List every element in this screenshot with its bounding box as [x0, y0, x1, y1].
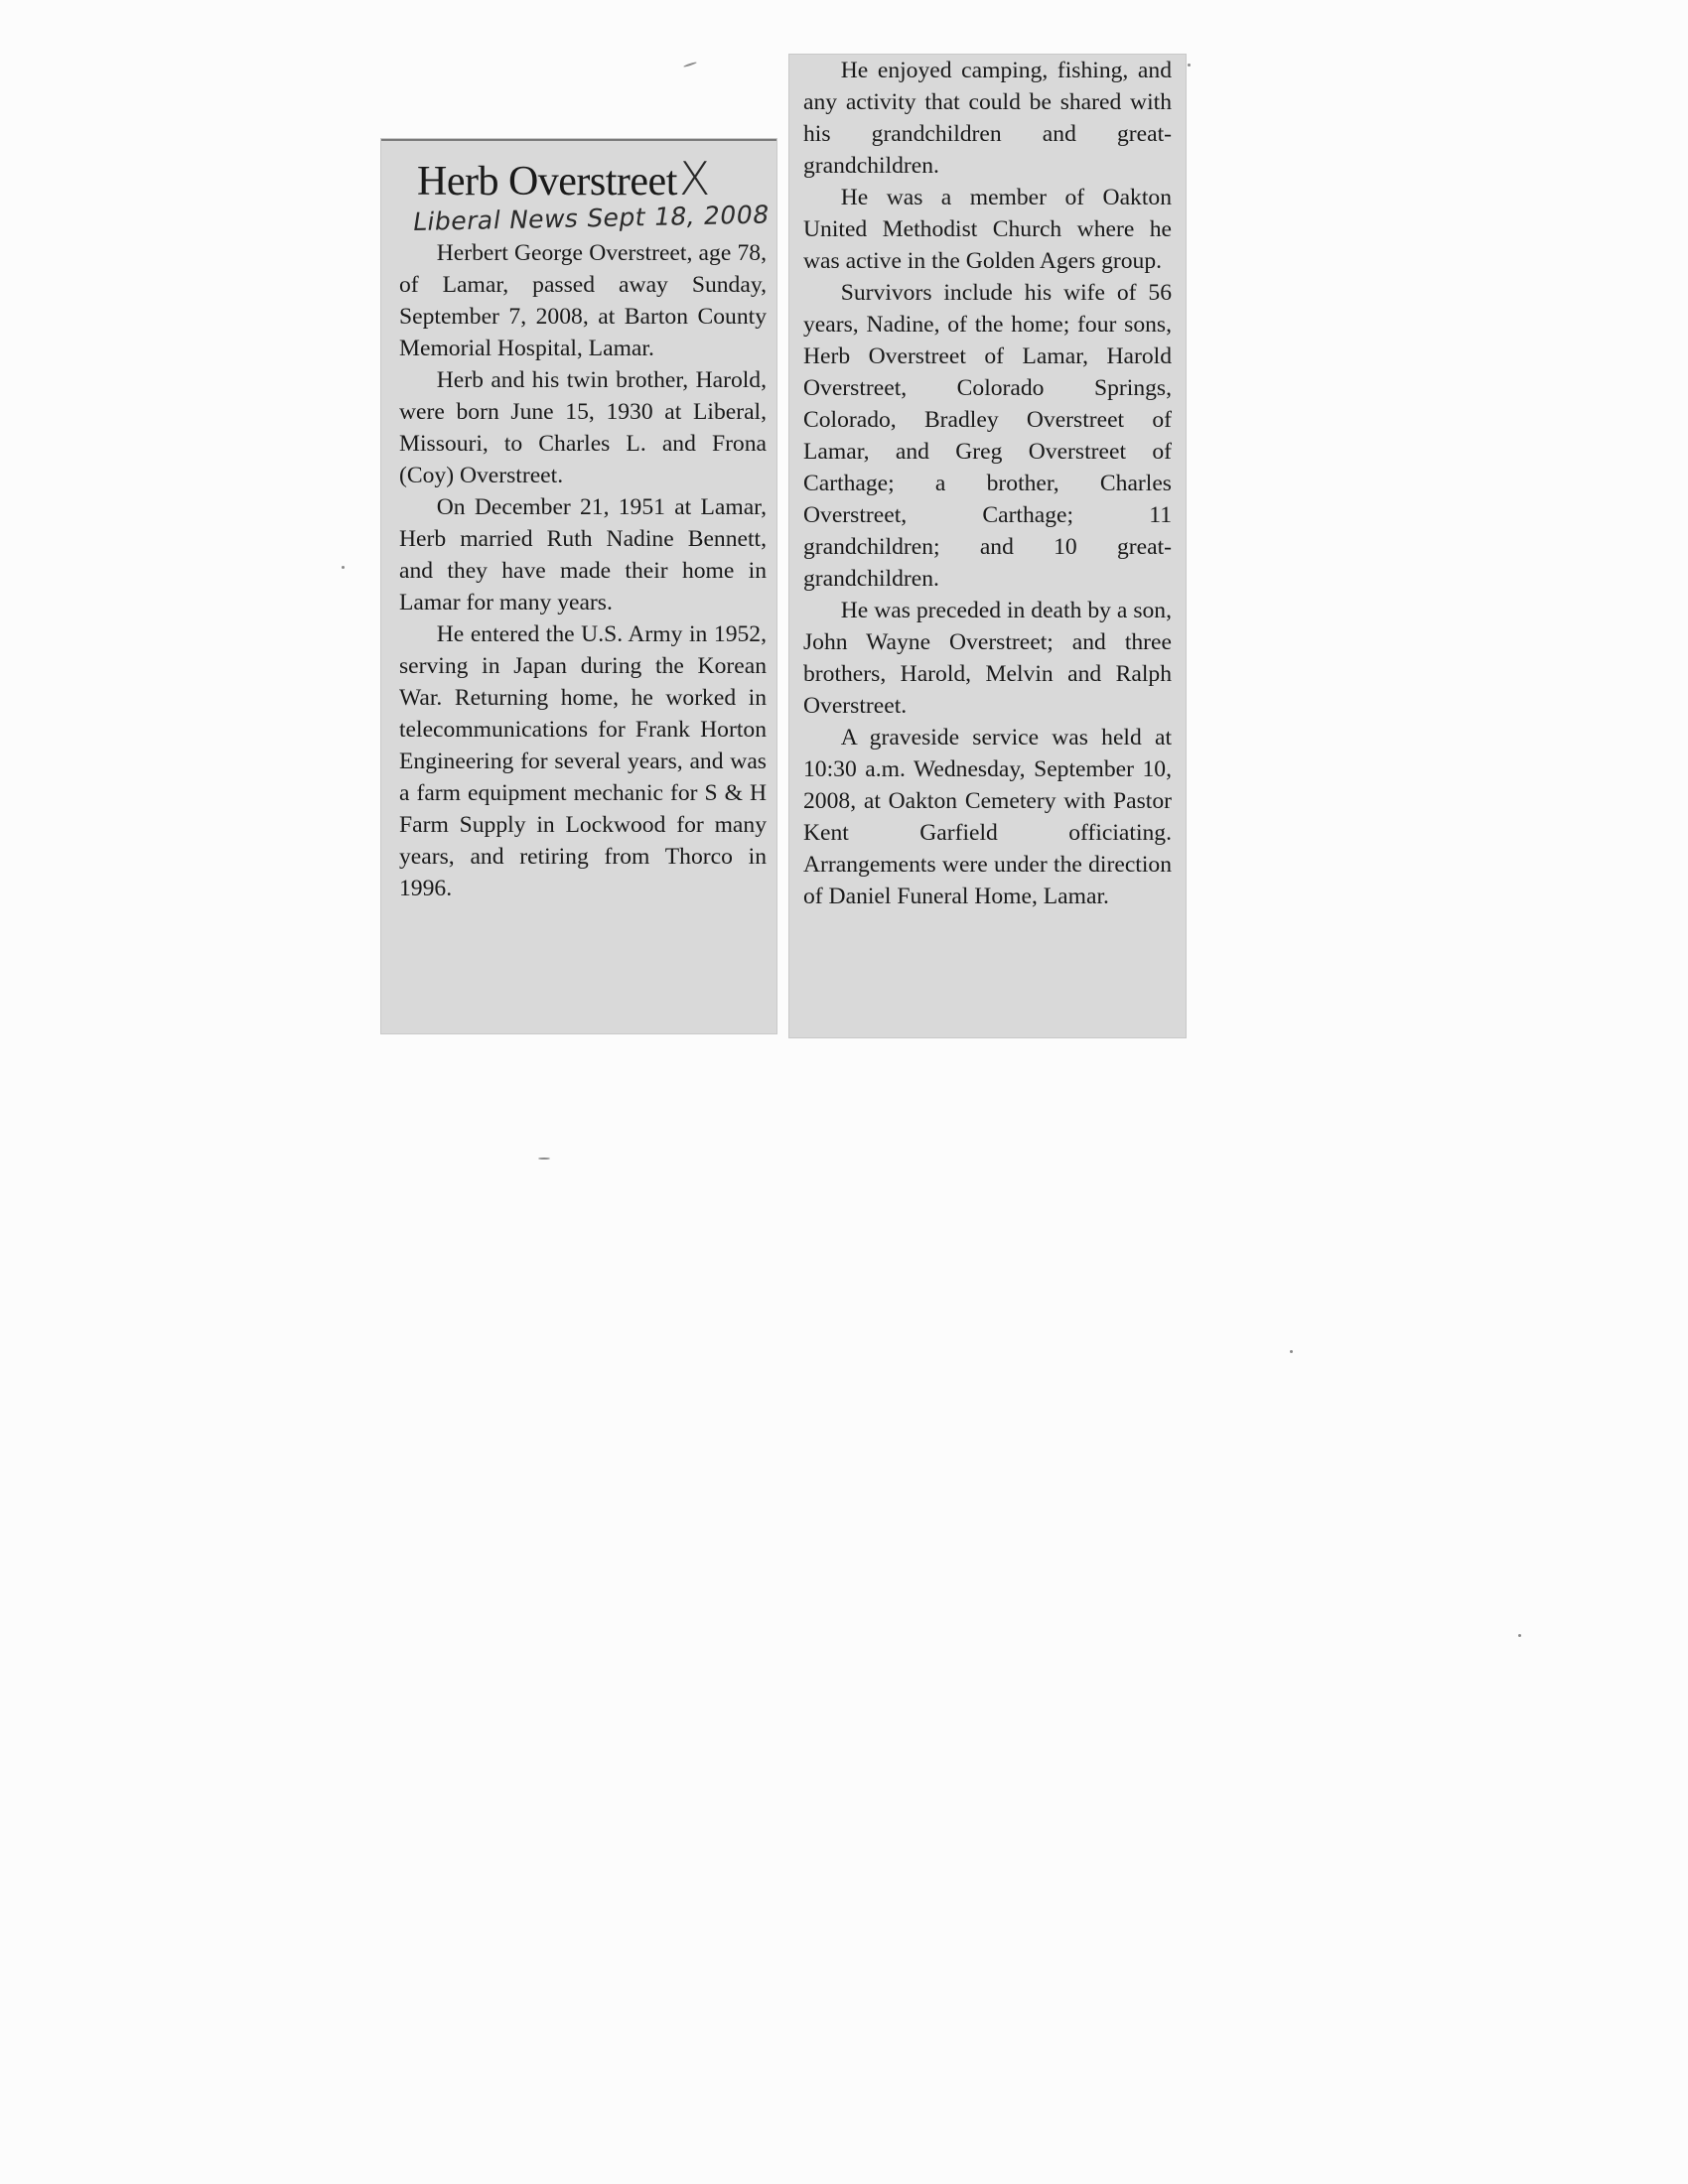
- handwritten-x-mark: X: [678, 152, 710, 205]
- paragraph: He enjoyed camping, fishing, and any activity that could be shared with his grandchildren and great-grandchildren.: [803, 58, 1172, 179]
- paragraph: He was a member of Oakton United Methodist Church where he was active in the Golden Agers group.: [803, 185, 1172, 274]
- paragraph: Herb and his twin brother, Harold, were born June 15, 1930 at Liberal, Missouri, to Charles L. and Frona (Coy) Overstreet.: [399, 367, 767, 488]
- clipping-right-column: [789, 55, 1186, 1037]
- handwritten-source-note: Liberal News Sept 18, 2008: [410, 200, 772, 236]
- scan-speck: [1188, 64, 1191, 67]
- paragraph: He entered the U.S. Army in 1952, serving in Japan during the Korean War. Returning home, he worked in telecommunications for Frank Horton Engineering for several years, and was a farm equipment mechanic for S & H Farm Supply in Lockwood for many years, and retiring from Thorco in 1996.: [399, 621, 767, 901]
- scan-speck: [1290, 1350, 1293, 1353]
- obituary-headline: [417, 153, 767, 207]
- scan-speck: [1518, 1634, 1521, 1637]
- paragraph: A graveside service was held at 10:30 a.m. Wednesday, September 10, 2008, at Oakton Cemetery with Pastor Kent Garfield officiating. Arrangements were under the direction of Daniel Funeral Home, Lamar.: [803, 725, 1172, 909]
- paragraph: On December 21, 1951 at Lamar, Herb married Ruth Nadine Bennett, and they have made their home in Lamar for many years.: [399, 494, 767, 615]
- paragraph: Herbert George Overstreet, age 78, of Lamar, passed away Sunday, September 7, 2008, at Barton County Memorial Hospital, Lamar.: [399, 240, 767, 361]
- paragraph: He was preceded in death by a son, John Wayne Overstreet; and three brothers, Harold, Melvin and Ralph Overstreet.: [803, 598, 1172, 719]
- scan-speck: [538, 1158, 550, 1160]
- paragraph: Survivors include his wife of 56 years, Nadine, of the home; four sons, Herb Overstreet of Lamar, Harold Overstreet, Colorado Springs, Colorado, Bradley Overstreet of Lamar, and Greg Overstreet of Carthage; a brother, Charles Overstreet, Carthage; 11 grandchildren; and 10 great-grandchildren.: [803, 280, 1172, 592]
- scan-speck: [342, 566, 345, 569]
- clipping-left-column: [381, 139, 776, 1033]
- headline-text: Herb Overstreet: [417, 159, 677, 205]
- scan-speck: [683, 62, 697, 68]
